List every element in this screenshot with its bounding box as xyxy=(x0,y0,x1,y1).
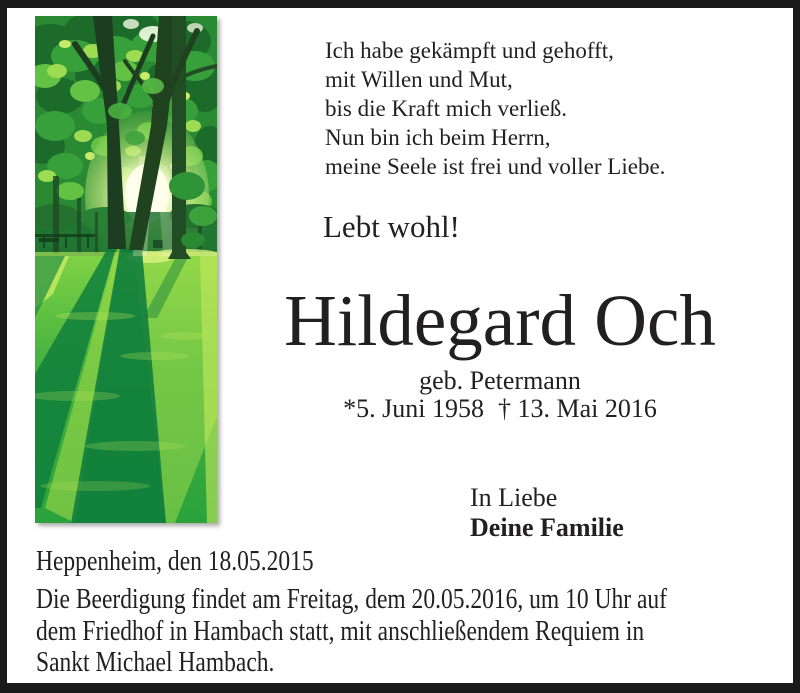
place-and-date: Heppenheim, den 18.05.2015 xyxy=(36,546,314,577)
funeral-info-line: Sankt Michael Hambach. xyxy=(36,647,275,678)
deceased-name: Hildegard Och xyxy=(284,280,716,361)
funeral-info-line: Die Beerdigung findet am Freitag, dem 20.05.2016, um 10 Uhr auf xyxy=(36,584,667,615)
funeral-info-line: dem Friedhof in Hambach statt, mit anschließendem Requiem in xyxy=(36,615,645,647)
poem-line: bis die Kraft mich verließ. xyxy=(325,96,568,121)
poem-line: Nun bin ich beim Herrn, xyxy=(325,125,551,150)
farewell-text: Lebt wohl! xyxy=(323,209,460,244)
frame-border-top xyxy=(0,0,800,8)
closing-salutation: In Liebe xyxy=(470,483,558,512)
closing-block xyxy=(470,483,624,543)
frame-border-bottom xyxy=(0,683,800,693)
poem-line: Ich habe gekämpft und gehofft, xyxy=(325,38,614,63)
poem-line: mit Willen und Mut, xyxy=(325,67,513,92)
maiden-name: geb. Petermann xyxy=(419,366,581,395)
life-dates xyxy=(160,394,800,424)
memorial-photo xyxy=(35,16,217,523)
poem-line: meine Seele ist frei und voller Liebe. xyxy=(325,154,666,179)
memorial-poem xyxy=(325,36,665,181)
closing-signature: Deine Familie xyxy=(470,513,624,542)
death-date: † 13. Mai 2016 xyxy=(497,394,657,423)
park-trees-sunlight-image xyxy=(35,16,217,523)
frame-border-left xyxy=(0,0,7,693)
funeral-info xyxy=(36,584,667,679)
birth-date: *5. Juni 1958 xyxy=(343,394,484,423)
